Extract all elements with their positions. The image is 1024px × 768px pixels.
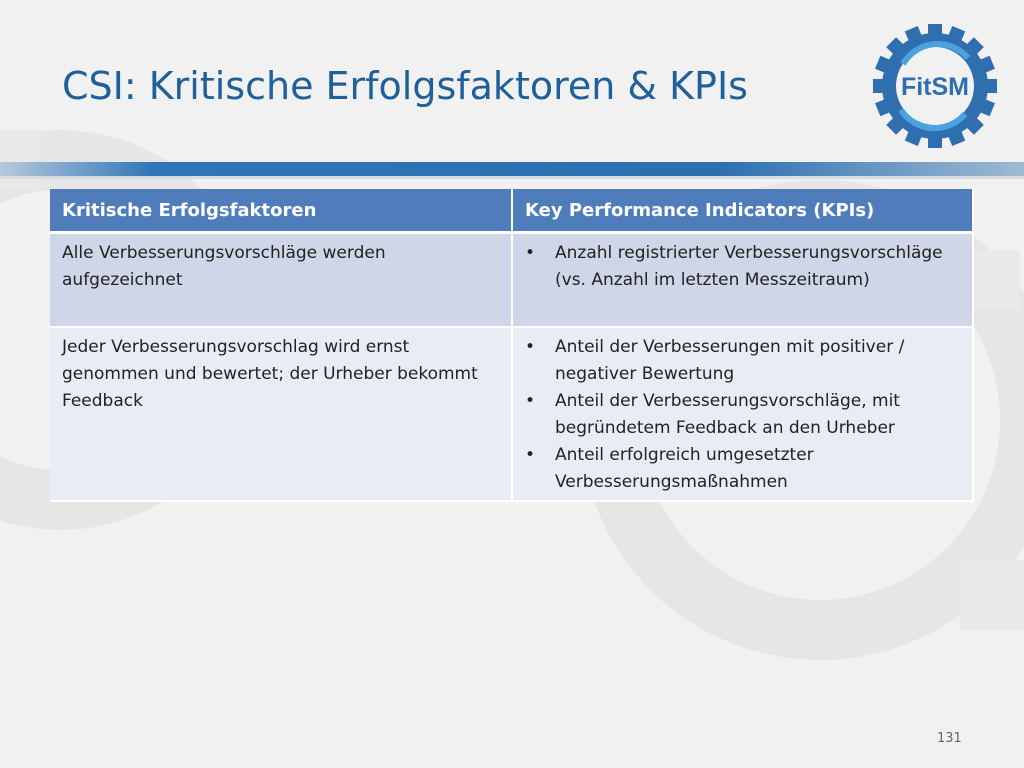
logo-text: FitSM <box>900 73 970 101</box>
kpi-item: • Anteil der Verbesserungsvorschläge, mit begründetem Feedback an den Urheber <box>525 388 960 442</box>
kpi-item: • Anzahl registrierter Verbesserungsvorschläge (vs. Anzahl im letzten Messzeitraum) <box>525 240 960 294</box>
factor-cell: Alle Verbesserungsvorschläge werden aufgezeichnet <box>50 233 512 328</box>
bullet-icon: • <box>525 243 536 263</box>
bullet-icon: • <box>525 391 536 411</box>
kpi-item: • Anteil der Verbesserungen mit positiver / negativer Bewertung <box>525 334 960 388</box>
table-row <box>50 327 973 501</box>
header-band <box>0 162 1024 176</box>
kpi-item: • Anteil erfolgreich umgesetzter Verbesserungsmaßnahmen <box>525 442 960 496</box>
table-row <box>50 233 973 328</box>
column-header-factors: Kritische Erfolgsfaktoren <box>50 189 512 233</box>
page-number: 131 <box>937 731 962 746</box>
column-header-kpis: Key Performance Indicators (KPIs) <box>512 189 973 233</box>
bullet-icon: • <box>525 337 536 357</box>
kpi-cell <box>512 327 973 501</box>
kpi-table <box>50 189 974 502</box>
kpi-cell <box>512 233 973 328</box>
bullet-icon: • <box>525 445 536 465</box>
factor-cell: Jeder Verbesserungsvorschlag wird ernst genommen und bewertet; der Urheber bekommt Feedback <box>50 327 512 501</box>
slide-title: CSI: Kritische Erfolgsfaktoren & KPIs <box>62 64 748 108</box>
fitsm-logo <box>873 24 997 148</box>
